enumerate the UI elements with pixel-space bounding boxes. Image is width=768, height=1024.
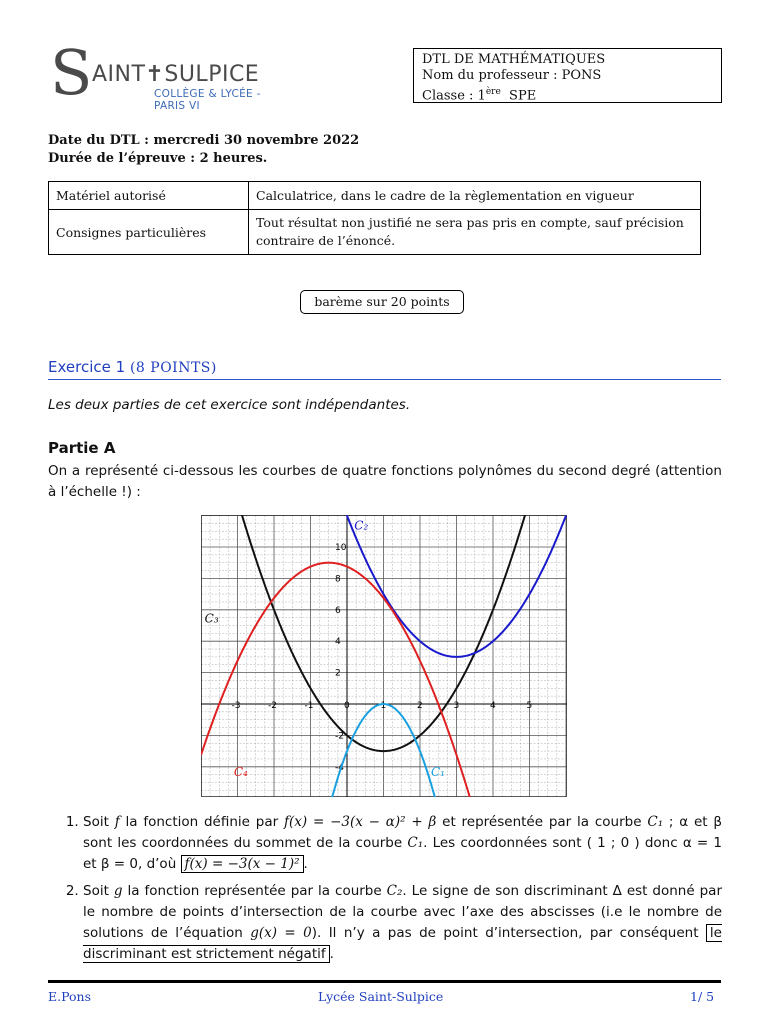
table-row xyxy=(49,210,701,255)
header-teacher: Nom du professeur : PONS xyxy=(422,68,602,83)
exam-info xyxy=(48,132,359,168)
footer-school: Lycée Saint-Sulpice xyxy=(318,989,444,1004)
x-tick-label: 4 xyxy=(490,701,496,711)
table-label: Consignes particulières xyxy=(49,210,249,255)
x-tick-label: -3 xyxy=(231,701,241,711)
header-box xyxy=(413,48,722,103)
logo-initial: S xyxy=(50,36,93,109)
x-tick-label: -2 xyxy=(268,701,277,711)
exercise-title: Exercice 1 xyxy=(48,358,126,376)
header-title: DTL DE MATHÉMATIQUES xyxy=(422,52,606,67)
x-tick-label: 5 xyxy=(526,701,533,711)
y-tick-label: -2 xyxy=(335,731,344,742)
exam-duration: Durée de l’épreuve : 2 heures. xyxy=(48,151,268,166)
logo-subtitle: COLLÈGE & LYCÉE - PARIS VI xyxy=(154,88,261,112)
y-tick-label: -4 xyxy=(335,762,344,773)
table-value: Calculatrice, dans le cadre de la règlementation en vigueur xyxy=(249,182,701,210)
question-2: 2. Soit g la fonction représentée par la courbe C₂. Le signe de son discriminant Δ est donné par le nombre de points d’intersection de la courbe avec l’axe des abscisses (i.e le nombre de solutions de l’équation g(x) = 0). Il n’y a pas de point d’intersection, par conséquent le discriminant est strictement négatif . xyxy=(83,881,722,965)
exercise-intro: Les deux parties de cet exercice sont indépendantes. xyxy=(48,397,411,413)
curve-label-c1: C₁ xyxy=(430,765,445,780)
table-row xyxy=(49,182,701,210)
y-tick-label: 4 xyxy=(335,637,341,648)
footer-rule xyxy=(48,980,721,983)
curve-label-c2: C₂ xyxy=(354,518,369,533)
answer-box: le discriminant est strictement négatif xyxy=(83,925,722,962)
y-tick-label: 8 xyxy=(335,574,341,585)
exercise-points: (8 POINTS) xyxy=(129,360,217,376)
curve-c2 xyxy=(346,515,567,657)
header-class xyxy=(422,84,713,104)
table-label: Matériel autorisé xyxy=(49,182,249,210)
answer-box: f(x) = −3(x − 1)² xyxy=(181,855,304,873)
bareme-badge: barème sur 20 points xyxy=(300,290,464,314)
x-tick-label: 3 xyxy=(453,701,460,711)
footer-page: 1/ 5 xyxy=(690,989,715,1004)
parabolas-graph xyxy=(201,515,567,797)
instructions-table xyxy=(48,181,701,255)
table-value: Tout résultat non justifié ne sera pas pris en compte, sauf précision contraire de l’énoncé. xyxy=(249,210,701,255)
exam-date: Date du DTL : mercredi 30 novembre 2022 xyxy=(48,133,360,148)
y-tick-label: 6 xyxy=(335,605,341,616)
part-a-text: On a représenté ci-dessous les courbes de quatre fonctions polynômes du second degré (attention à l’échelle !) : xyxy=(48,463,722,500)
x-tick-label: 0 xyxy=(344,701,350,711)
part-a-title: Partie A xyxy=(48,439,116,457)
x-tick-label: 1 xyxy=(380,701,387,711)
y-tick-label: 10 xyxy=(335,543,347,553)
logo-name: AINT✝SULPICE xyxy=(92,62,260,87)
question-1: 1. Soit f la fonction définie par f(x) = −3(x − α)² + β et représentée par la courbe C₁ ; α et β sont les coordonnées du sommet de la courbe C₁. Les coordonnées sont ( 1 ; 0 ) donc α = 1 et β = 0, d’où f(x) = −3(x − 1)² . xyxy=(83,812,722,875)
header-class-sup: ère xyxy=(485,87,501,97)
curve-label-c4: C₄ xyxy=(233,765,248,780)
question-list xyxy=(48,812,722,971)
curve-label-c3: C₃ xyxy=(204,611,219,626)
school-logo xyxy=(50,36,290,112)
y-tick-label: 2 xyxy=(335,668,341,679)
x-tick-label: -1 xyxy=(304,701,314,711)
header-class-prefix: Classe : 1 xyxy=(422,88,486,104)
header-class-suffix: SPE xyxy=(500,88,537,104)
exercise-heading xyxy=(48,358,721,380)
x-tick-label: 2 xyxy=(417,701,423,711)
footer-author: E.Pons xyxy=(48,989,91,1004)
graph-tick-labels xyxy=(232,543,533,773)
